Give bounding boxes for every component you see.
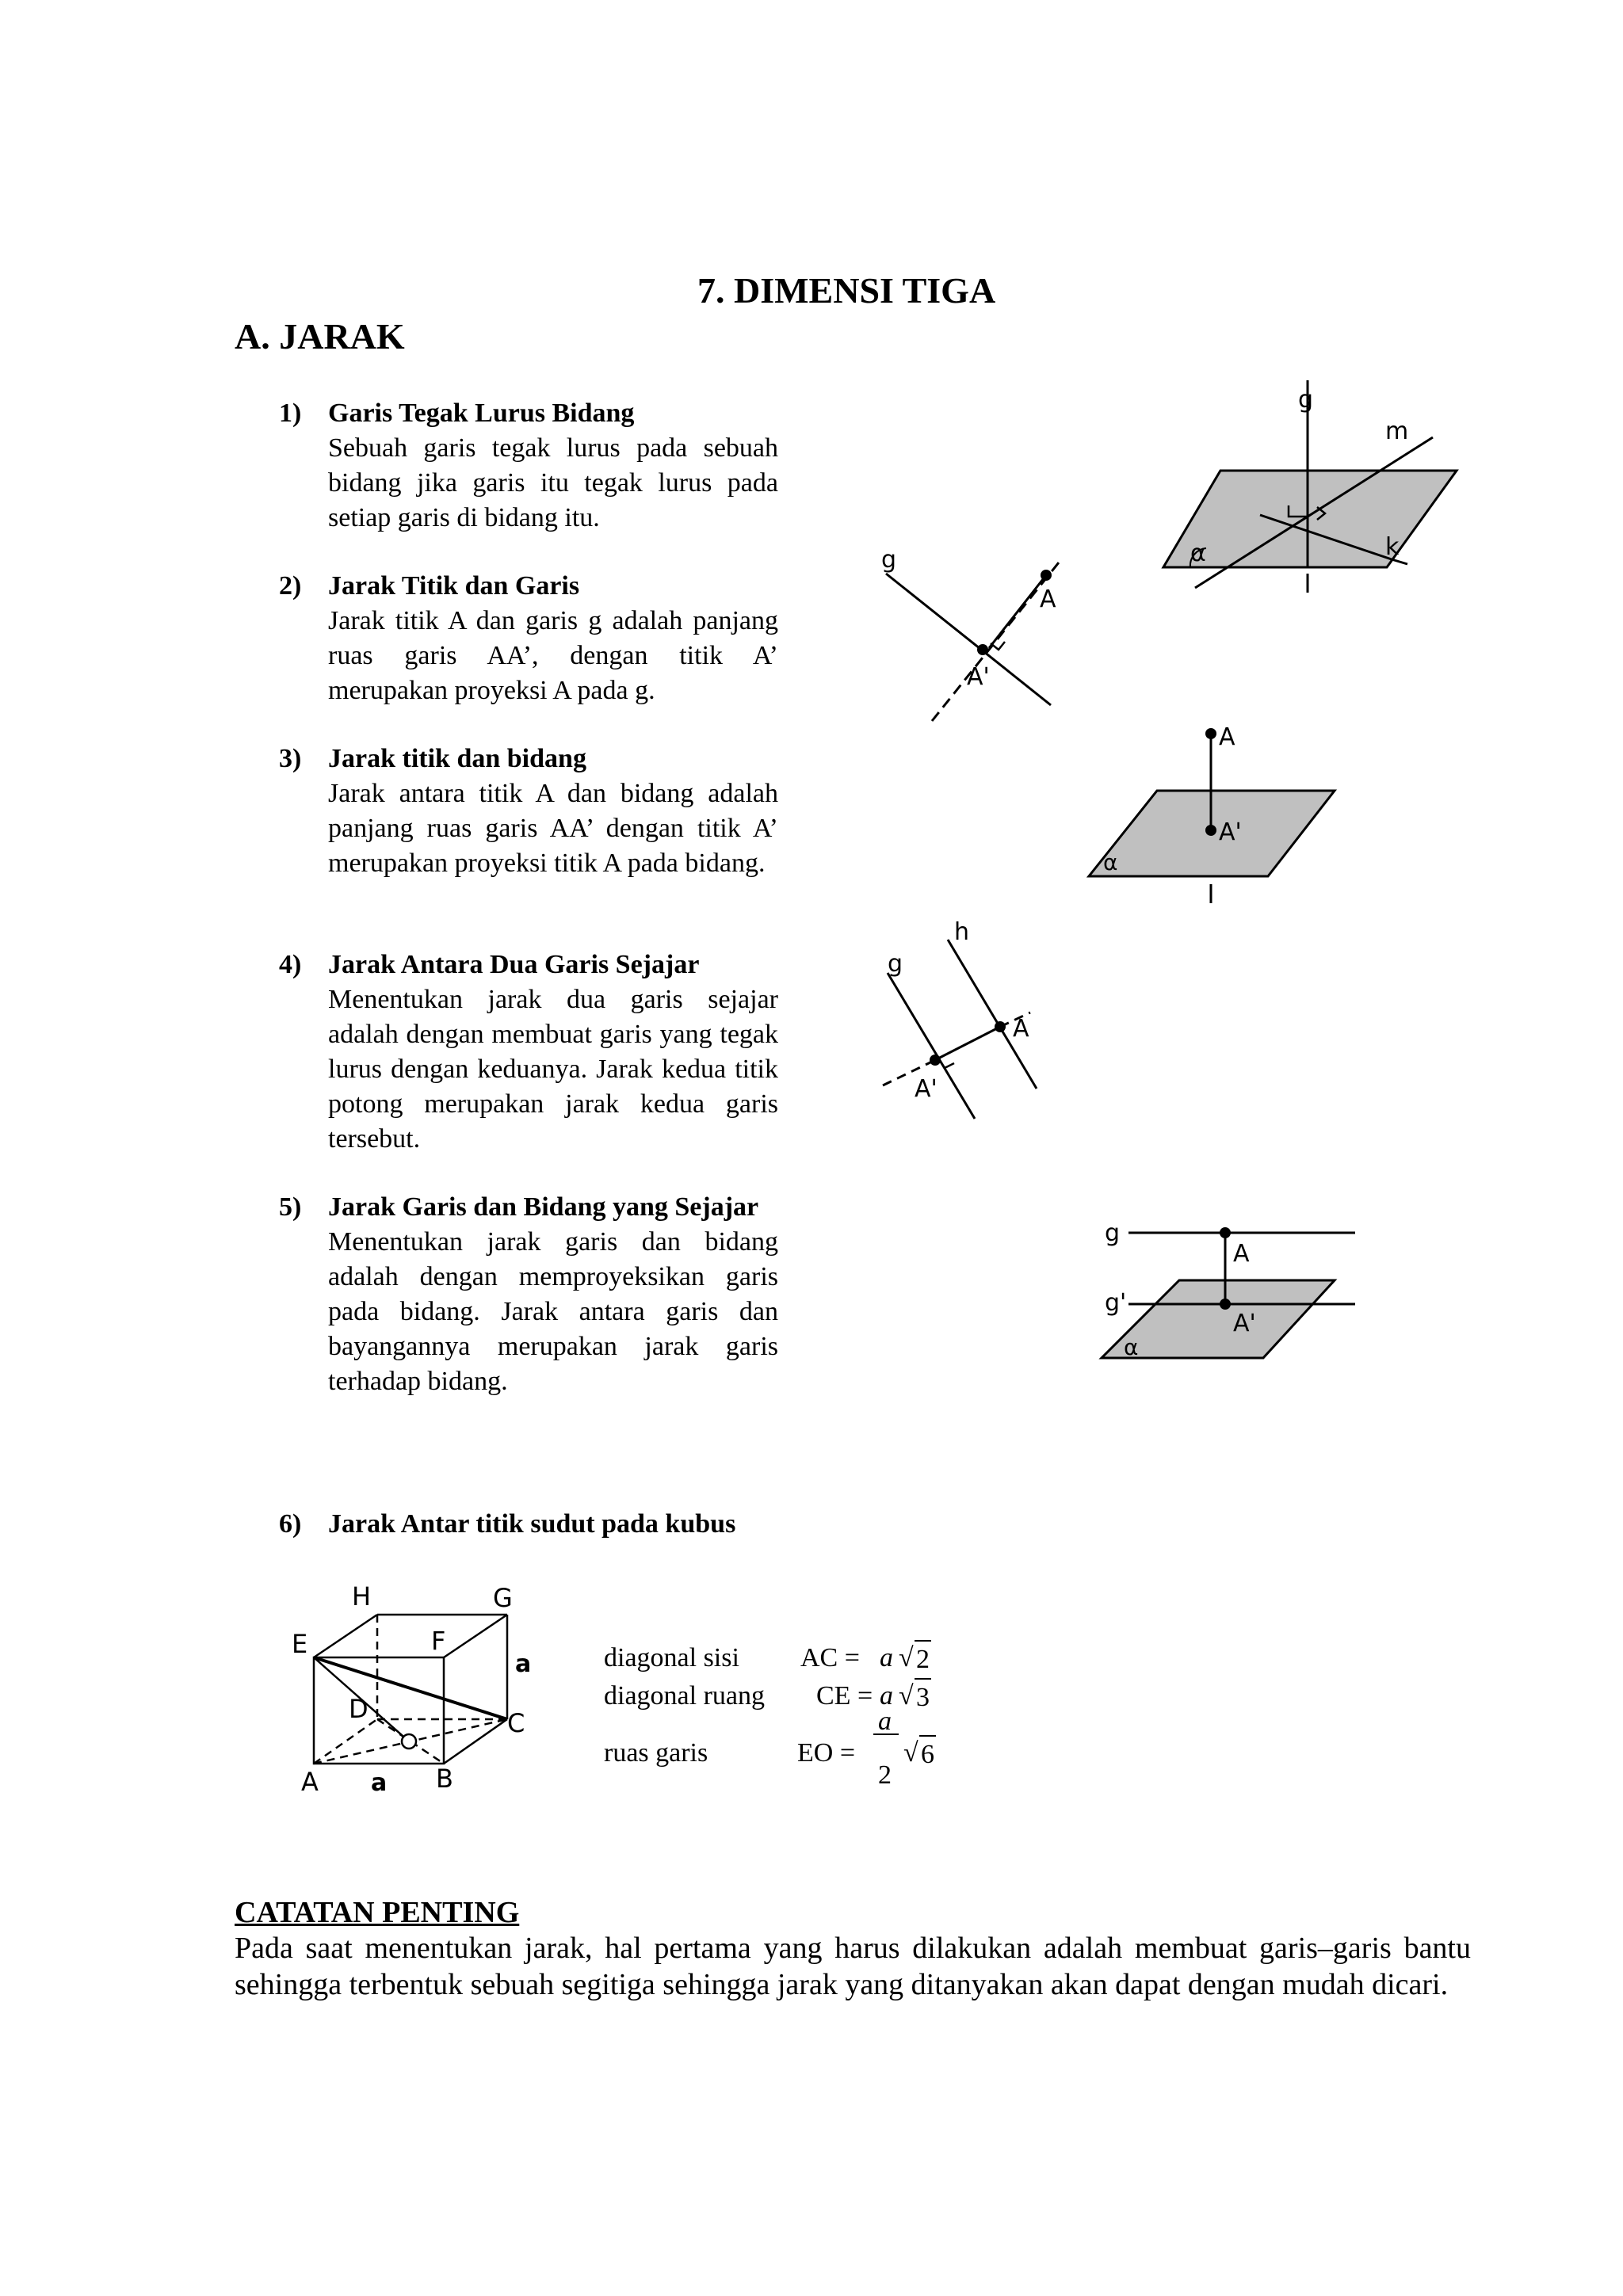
item-jarak-titik-sudut-kubus (279, 1507, 913, 1542)
label-g: g (881, 546, 897, 574)
item-number: 5) (279, 1192, 302, 1222)
point-A-prime (1220, 1299, 1231, 1310)
formula-denominator: 2 (878, 1760, 892, 1790)
formula-lhs: AC = (800, 1643, 860, 1672)
item-jarak-titik-garis (279, 569, 778, 708)
section-title: A. JARAK (235, 316, 405, 357)
figure-point-plane (1078, 713, 1347, 911)
formula-radicand: 3 (915, 1678, 931, 1716)
label-edge-bottom: a (371, 1769, 388, 1797)
label-A: A (1233, 1240, 1250, 1268)
item-jarak-titik-bidang (279, 742, 778, 881)
line-h (948, 940, 1037, 1089)
figure-line-plane-parallel (1094, 1207, 1363, 1366)
item-title: Jarak Antara Dua Garis Sejajar (328, 950, 700, 979)
fraction-bar (873, 1733, 899, 1735)
formula-block (604, 1635, 1000, 1794)
item-body: Jarak antara titik A dan bidang adalah panjang ruas garis AA’ dengan titik A’ merupakan proyeksi titik A pada bidang. (328, 779, 778, 878)
segment-AA-prime (932, 1027, 1000, 1062)
point-A (1205, 728, 1216, 739)
label-g-prime: g' (1105, 1289, 1127, 1317)
item-title: Jarak Titik dan Garis (328, 571, 580, 601)
item-body: Menentukan jarak dua garis sejajar adalah dengan membuat garis yang tegak lurus dengan keduanya. Jarak kedua titik potong merupakan jarak kedua garis tersebut. (328, 985, 778, 1154)
label-F: F (431, 1626, 446, 1656)
label-g: g (1298, 386, 1314, 414)
sqrt-sign: √ (899, 1643, 914, 1672)
formula-row (604, 1640, 930, 1676)
figure-cube (285, 1577, 547, 1806)
note-title: CATATAN PENTING (235, 1896, 520, 1929)
edge-FG (444, 1615, 507, 1657)
label-A: A (1219, 723, 1235, 751)
label-C: C (507, 1708, 525, 1738)
item-title: Jarak Garis dan Bidang yang Sejajar (328, 1192, 759, 1222)
label-B: B (436, 1764, 453, 1794)
label-alpha: α (1124, 1334, 1139, 1360)
label-g: g (888, 950, 903, 978)
item-title: Jarak Antar titik sudut pada kubus (328, 1509, 736, 1539)
label-m: m (1385, 418, 1409, 445)
formula-numerator: a (878, 1707, 892, 1736)
point-A (1041, 570, 1052, 581)
point-A-prime (930, 1055, 941, 1066)
item-garis-tegak-lurus-bidang (279, 396, 778, 536)
item-title: Garis Tegak Lurus Bidang (328, 399, 635, 428)
item-number: 4) (279, 950, 302, 979)
item-jarak-dua-garis-sejajar (279, 948, 778, 1157)
diagonal-EC (314, 1657, 507, 1719)
point-A (1220, 1227, 1231, 1238)
segment-AA-prime (989, 575, 1046, 648)
label-A-prime: A' (915, 1075, 938, 1103)
formula-radicand: 6 (919, 1735, 936, 1773)
item-jarak-garis-bidang-sejajar (279, 1190, 778, 1399)
edge-EH (314, 1615, 377, 1657)
item-number: 2) (279, 571, 302, 601)
item-body: Sebuah garis tegak lurus pada sebuah bidang jika garis itu tegak lurus pada setiap garis di bidang itu. (328, 433, 778, 532)
label-H: H (352, 1581, 372, 1611)
label-A: A (1013, 1015, 1029, 1043)
label-edge-top: a (515, 1650, 532, 1678)
label-A: A (301, 1767, 319, 1797)
point-A (995, 1021, 1006, 1032)
figure-point-line (872, 539, 1078, 729)
label-A-prime: A' (1233, 1310, 1256, 1337)
point-A-prime (977, 644, 988, 655)
label-k: k (1385, 533, 1400, 561)
formula-row (604, 1678, 930, 1714)
label-G: G (493, 1583, 513, 1613)
item-title: Jarak titik dan bidang (328, 744, 586, 773)
label-A-prime: A' (1219, 818, 1242, 846)
label-D: D (349, 1694, 369, 1724)
formula-lhs: CE = (816, 1681, 873, 1711)
figure-two-parallel-lines (872, 919, 1062, 1125)
label-alpha: α (1103, 849, 1118, 875)
sqrt-sign: √ (903, 1738, 918, 1768)
item-number: 1) (279, 399, 302, 428)
label-g: g (1105, 1219, 1121, 1247)
formula-coef: a (880, 1643, 893, 1672)
formula-label: diagonal sisi (604, 1643, 739, 1672)
label-E: E (292, 1629, 308, 1659)
label-h: h (954, 919, 970, 946)
formula-radicand: 2 (915, 1640, 931, 1678)
item-body: Jarak titik A dan garis g adalah panjang ruas garis AA’, dengan titik A’ merupakan proyeksi A pada g. (328, 606, 778, 705)
label-A: A (1040, 585, 1056, 613)
formula-lhs: EO = (797, 1738, 855, 1768)
formula-row (604, 1707, 934, 1790)
item-number: 3) (279, 744, 302, 773)
item-number: 6) (279, 1509, 302, 1539)
chapter-title: 7. DIMENSI TIGA (697, 270, 996, 311)
formula-label: ruas garis (604, 1738, 708, 1768)
sqrt-sign: √ (899, 1681, 914, 1711)
plane-shape (1163, 471, 1457, 567)
note-body: Pada saat menentukan jarak, hal pertama yang harus dilakukan adalah membuat garis–garis bantu sehingga terbentuk sebuah segitiga sehingga jarak yang ditanyakan akan dapat dengan mudah dicari. (235, 1932, 1471, 2001)
point-A-prime (1205, 825, 1216, 836)
formula-label: diagonal ruang (604, 1681, 765, 1711)
item-body: Menentukan jarak garis dan bidang adalah dengan memproyeksikan garis pada bidang. Jarak antara garis dan bayangannya merupakan jarak garis terhadap bidang. (328, 1227, 778, 1396)
label-alpha: α (1190, 540, 1206, 567)
figure-perpendicular-plane (1141, 380, 1474, 602)
formula-coef: a (880, 1681, 893, 1711)
label-A-prime: A' (967, 663, 990, 691)
